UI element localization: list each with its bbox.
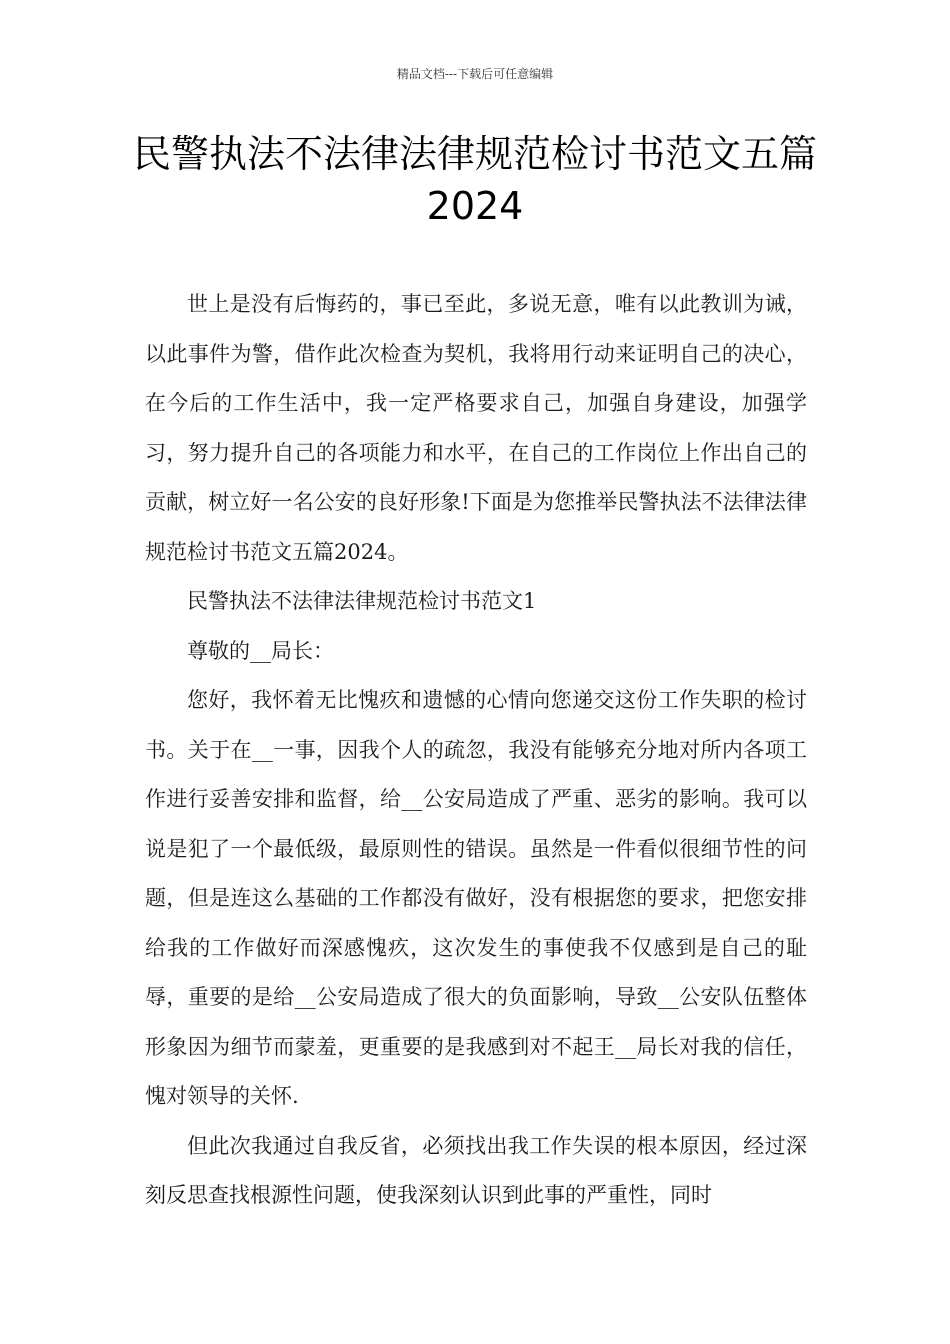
intro-paragraph: 世上是没有后悔药的，事已至此，多说无意，唯有以此教训为诫，以此事件为警，借作此次检查为契机，我将用行动来证明自己的决心，在今后的工作生活中，我一定严格要求自己，加强自身建设，加强学习，努力提升自己的各项能力和水平，在自己的工作岗位上作出自己的贡献，树立好一名公安的良好形象!下面是为您推举民警执法不法律法律规范检讨书范文五篇2024。 (145, 292, 807, 564)
salutation: 尊敬的__局长： (187, 638, 334, 663)
document-title: 民警执法不法律法律规范检讨书范文五篇2024 (132, 132, 817, 228)
body-paragraph: 但此次我通过自我反省，必须找出我工作失误的根本原因，经过深刻反思查找根源性问题，使我深刻认识到此事的严重性，同时 (145, 1133, 807, 1207)
document-body (145, 280, 807, 1221)
body-paragraph: 您好，我怀着无比愧疚和遗憾的心情向您递交这份工作失职的检讨书。关于在__一事，因我个人的疏忽，我没有能够充分地对所内各项工作进行妥善安排和监督，给__公安局造成了严重、恶劣的影响。我可以说是犯了一个最低级，最原则性的错误。虽然是一件看似很细节性的问题，但是连这么基础的工作都没有做好，没有根据您的要求，把您安排给我的工作做好而深感愧疚，这次发生的事使我不仅感到是自己的耻辱，重要的是给__公安局造成了很大的负面影响，导致__公安队伍整体形象因为细节而蒙羞，更重要的是我感到对不起王__局长对我的信任，愧对领导的关怀. (145, 688, 807, 1108)
section-heading: 民警执法不法律法律规范检讨书范文1 (187, 589, 537, 613)
header-note: 精品文档---下载后可任意编辑 (396, 67, 554, 81)
